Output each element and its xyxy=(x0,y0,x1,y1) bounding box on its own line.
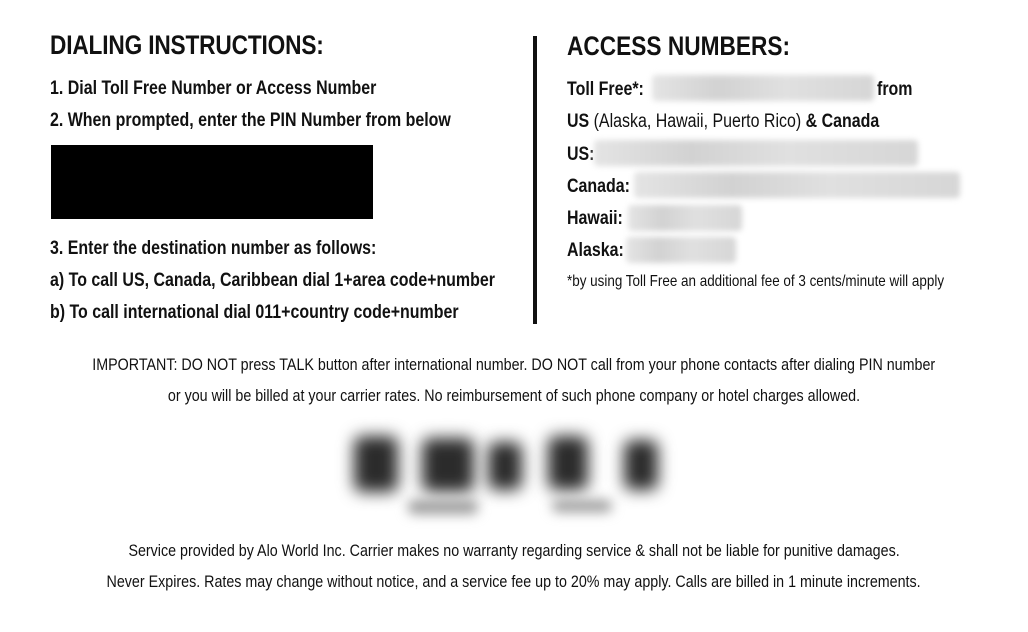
hawaii-number-redacted xyxy=(628,205,742,231)
tollfree-number-redacted xyxy=(652,75,874,101)
footer-text-2: Never Expires. Rates may change without notice, and a service fee up to 20% may apply. Calls are billed in 1 minute increments. xyxy=(106,572,922,591)
hawaii-label: Hawaii: xyxy=(567,208,623,229)
dialing-step-3: 3. Enter the destination number as follows: xyxy=(50,238,377,259)
tollfree-fee-note: *by using Toll Free an additional fee of 3 cents/minute will apply xyxy=(567,273,945,290)
important-notice-text-1: IMPORTANT: DO NOT press TALK button after international number. DO NOT call from your phone contacts after dialing PIN number xyxy=(92,355,936,374)
us-label: US: xyxy=(567,144,595,165)
dialing-step-3a: a) To call US, Canada, Caribbean dial 1+area code+number xyxy=(50,270,495,291)
canada-number-redacted xyxy=(634,172,960,198)
blurred-logo xyxy=(312,422,714,530)
tollfree-region-us: US xyxy=(567,111,590,132)
canada-label: Canada: xyxy=(567,176,630,197)
tollfree-region-list: (Alaska, Hawaii, Puerto Rico) xyxy=(589,111,806,132)
important-notice-line-2 xyxy=(0,386,1028,406)
footer-text-1: Service provided by Alo World Inc. Carrier makes no warranty regarding service & shall not be liable for punitive damages. xyxy=(128,541,900,560)
access-numbers-heading: ACCESS NUMBERS: xyxy=(567,31,791,61)
footer-line-2 xyxy=(0,572,1028,592)
alaska-label: Alaska: xyxy=(567,240,624,261)
pin-number-redacted xyxy=(51,145,373,219)
alaska-number-redacted xyxy=(626,237,736,263)
dialing-step-2: 2. When prompted, enter the PIN Number from below xyxy=(50,110,451,131)
dialing-step-3b: b) To call international dial 011+country code+number xyxy=(50,302,459,323)
dialing-instructions-heading: DIALING INSTRUCTIONS: xyxy=(50,30,324,60)
important-notice-text-2: or you will be billed at your carrier rates. No reimbursement of such phone company or hotel charges allowed. xyxy=(167,386,861,405)
dialing-step-1: 1. Dial Toll Free Number or Access Number xyxy=(50,78,377,99)
tollfree-region-canada: & Canada xyxy=(805,111,880,132)
us-number-redacted xyxy=(594,140,918,166)
footer-line-1 xyxy=(0,541,1028,561)
tollfree-from-text: from xyxy=(877,79,913,100)
important-notice-line-1 xyxy=(0,355,1028,375)
tollfree-label: Toll Free*: xyxy=(567,79,644,100)
column-divider xyxy=(533,36,537,324)
tollfree-regions xyxy=(567,111,879,133)
